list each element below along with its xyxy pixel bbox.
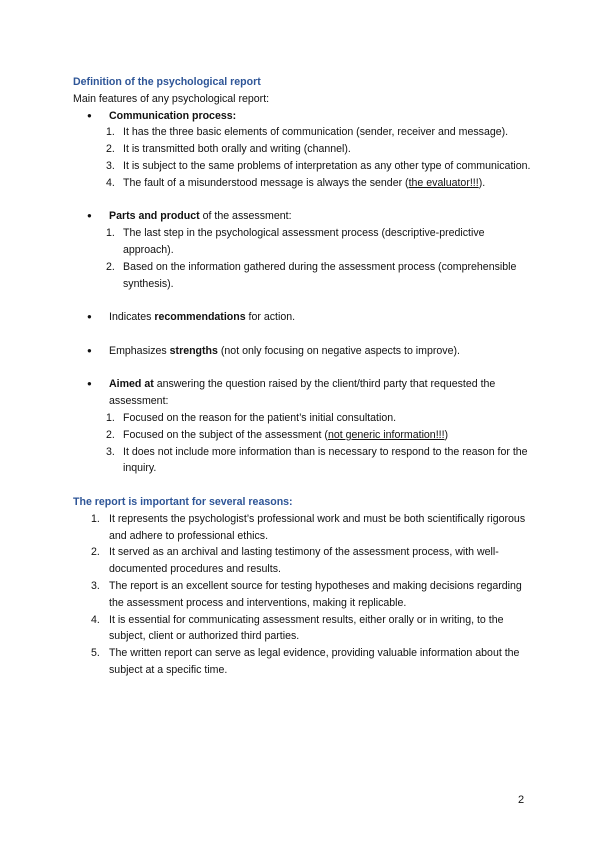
bullet-text-post: for action. (245, 311, 296, 324)
list-item (106, 410, 533, 427)
item-text: It is transmitted both orally and writing (channel). (123, 143, 351, 156)
item-text: Based on the information gathered during the assessment process (comprehensible synthesis). (123, 260, 517, 290)
intro-text: Main features of any psychological report: (73, 92, 270, 105)
list-item (73, 544, 533, 578)
underlined-emphasis: not generic information!!! (327, 428, 445, 441)
list-item (106, 175, 533, 192)
item-number: 2. (106, 143, 115, 156)
list-item (106, 158, 533, 175)
underlined-emphasis: the evaluator!!! (408, 176, 479, 189)
item-number: 2. (106, 260, 115, 273)
bullet-communication-process (73, 108, 533, 192)
section-heading-definition: Definition of the psychological report (73, 76, 261, 88)
bullet-bold-word: strengths (169, 344, 218, 357)
section-reasons (73, 494, 533, 679)
item-text-after: ). (478, 176, 486, 189)
bullet-recommendations (73, 309, 533, 326)
item-text-before: The fault of a misunderstood message is always the sender ( (123, 176, 409, 189)
bullet-strengths (73, 343, 533, 360)
bullet-bold-lead: Aimed at (109, 378, 154, 391)
sub-list (106, 225, 533, 292)
item-text: It does not include more information than is necessary to respond to the reason for the inquiry. (123, 445, 528, 475)
item-number: 3. (91, 579, 100, 592)
features-bullet-list (73, 108, 533, 478)
page-content (73, 74, 533, 679)
item-number: 3. (106, 445, 115, 458)
item-number: 1. (106, 126, 115, 139)
bullet-head (109, 208, 533, 225)
list-item (73, 645, 533, 679)
section-heading-reasons: The report is important for several reasons: (73, 495, 293, 508)
list-item (106, 427, 533, 444)
item-text: The written report can serve as legal evidence, providing valuable information about the subject at a specific time. (109, 647, 520, 676)
list-item (73, 578, 533, 612)
item-text: It is essential for communicating assessment results, either orally or in writing, to the subject, client or authorized third parties. (109, 613, 504, 643)
item-text: Focused on the reason for the patient’s initial consultation. (123, 411, 397, 424)
item-text: The report is an excellent source for testing hypotheses and making decisions regarding the assessment process and interventions, making it replicable. (109, 579, 522, 609)
item-text: It represents the psychologist’s professional work and must be both scientifically rigorous and adhere to professional ethics. (109, 512, 526, 542)
bullet-lead-rest: of the assessment: (199, 210, 292, 223)
bullet-aimed-at (73, 376, 533, 477)
list-item (106, 124, 533, 141)
item-text: It has the three basic elements of communication (sender, receiver and message). (123, 126, 509, 139)
bullet-lead-rest: answering the question raised by the client/third party that requested the assessment: (109, 378, 496, 408)
item-number: 5. (91, 647, 100, 660)
sub-list (106, 124, 533, 191)
bullet-head (109, 376, 533, 410)
bullet-bold-lead: Communication process: (109, 109, 237, 122)
item-text-before: Focused on the subject of the assessment ( (123, 428, 328, 441)
list-item (106, 225, 533, 259)
item-text: It served as an archival and lasting testimony of the assessment process, with well-documented procedures and results. (109, 546, 499, 576)
list-item (106, 141, 533, 158)
item-number: 2. (91, 546, 100, 559)
list-item (106, 444, 533, 478)
list-item (73, 612, 533, 646)
item-text: It is subject to the same problems of interpretation as any other type of communication. (123, 159, 531, 172)
item-number: 3. (106, 159, 115, 172)
bullet-parts-and-product (73, 208, 533, 292)
bullet-text-post: (not only focusing on negative aspects to improve). (217, 344, 460, 357)
page-number: 2 (518, 794, 525, 806)
item-text: The last step in the psychological assessment process (descriptive-predictive approach). (123, 227, 485, 256)
item-number: 1. (106, 411, 115, 424)
list-item (106, 259, 533, 293)
bullet-head (109, 108, 533, 125)
item-number: 1. (106, 227, 115, 240)
item-number: 1. (91, 512, 100, 525)
reasons-list (73, 511, 533, 679)
bullet-text-pre: Emphasizes (109, 344, 170, 357)
bullet-bold-lead: Parts and product (109, 210, 200, 223)
item-number: 4. (91, 613, 100, 626)
list-item (73, 511, 533, 545)
bullet-bold-word: recommendations (154, 311, 246, 324)
sub-list (106, 410, 533, 477)
item-text-after: ) (444, 428, 449, 441)
item-number: 4. (106, 176, 115, 189)
bullet-text-pre: Indicates (109, 311, 155, 324)
item-number: 2. (106, 428, 115, 441)
